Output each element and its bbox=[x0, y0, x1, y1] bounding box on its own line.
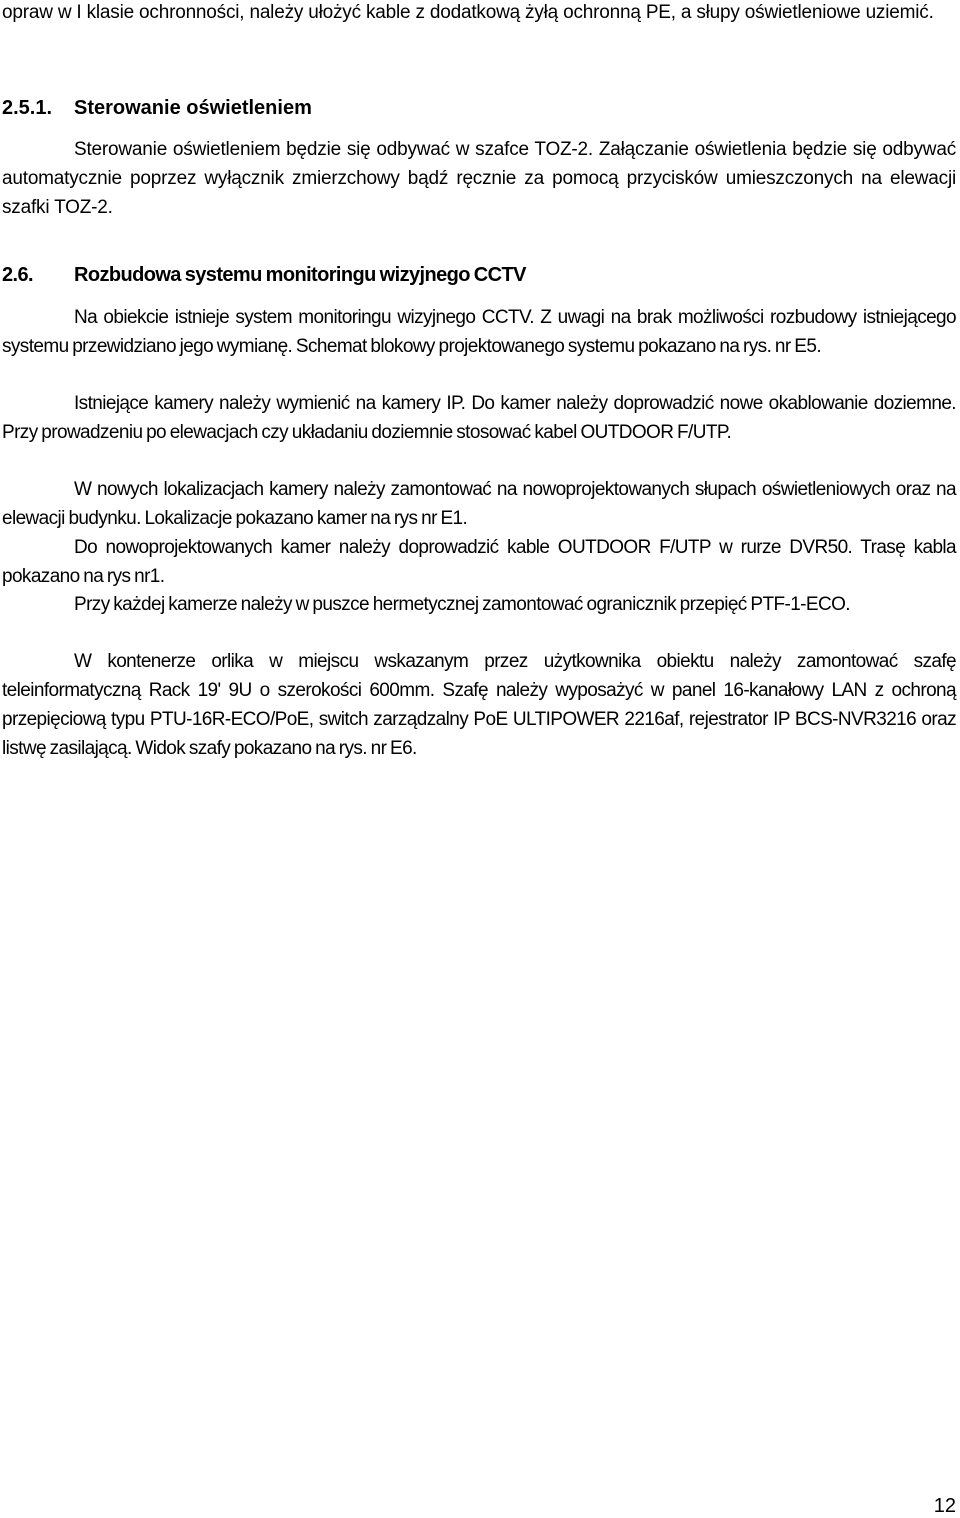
cctv-paragraph-2: Istniejące kamery należy wymienić na kamery IP. Do kamer należy doprowadzić nowe okablowanie doziemne. Przy prowadzeniu po elewacjach czy układaniu doziemnie stosować kabel OUTDOOR F/UTP. bbox=[2, 393, 956, 443]
section-heading-2-5-1 bbox=[2, 95, 312, 121]
cctv-paragraph-5: Przy każdej kamerze należy w puszce hermetycznej zamontować ogranicznik przepięć PTF-1-ECO. bbox=[74, 594, 850, 615]
cctv-paragraph-6: W kontenerze orlika w miejscu wskazanym przez użytkownika obiektu należy zamontować szafę teleinformatyczną Rack 19' 9U o szerokości 600mm. Szafę należy wyposażyć w panel 16-kanałowy LAN z ochroną przepięciową typu PTU-16R-ECO/PoE, switch zarządzalny PoE ULTIPOWER 2216af, rejestrator IP BCS-NVR3216 oraz listwę zasilającą. Widok szafy pokazano na rys. nr E6. bbox=[2, 651, 956, 759]
section-heading-2-6 bbox=[2, 262, 526, 288]
section-title: Sterowanie oświetleniem bbox=[74, 97, 312, 119]
lighting-control-paragraph: Sterowanie oświetleniem będzie się odbywać w szafce TOZ-2. Załączanie oświetlenia będzie się odbywać automatycznie poprzez wyłącznik zmierzchowy bądź ręcznie za pomocą przycisków umieszczonych na elewacji szafki TOZ-2. bbox=[2, 139, 956, 218]
page-number: 12 bbox=[933, 1495, 956, 1517]
cctv-paragraph-1: Na obiekcie istnieje system monitoringu wizyjnego CCTV. Z uwagi na brak możliwości rozbudowy istniejącego systemu przewidziano jego wymianę. Schemat blokowy projektowanego systemu pokazano na rys. nr E5. bbox=[2, 307, 956, 357]
section-number: 2.6. bbox=[2, 264, 33, 286]
intro-paragraph: opraw w I klasie ochronności, należy ułożyć kable z dodatkową żyłą ochronną PE, a słupy oświetleniowe uziemić. bbox=[2, 2, 934, 23]
section-title: Rozbudowa systemu monitoringu wizyjnego CCTV bbox=[74, 264, 526, 286]
cctv-paragraph-4: Do nowoprojektowanych kamer należy doprowadzić kable OUTDOOR F/UTP w rurze DVR50. Trasę kabla pokazano na rys nr1. bbox=[2, 537, 956, 587]
cctv-paragraph-3: W nowych lokalizacjach kamery należy zamontować na nowoprojektowanych słupach oświetleniowych oraz na elewacji budynku. Lokalizacje pokazano kamer na rys nr E1. bbox=[2, 479, 956, 529]
section-number: 2.5.1. bbox=[2, 97, 53, 119]
